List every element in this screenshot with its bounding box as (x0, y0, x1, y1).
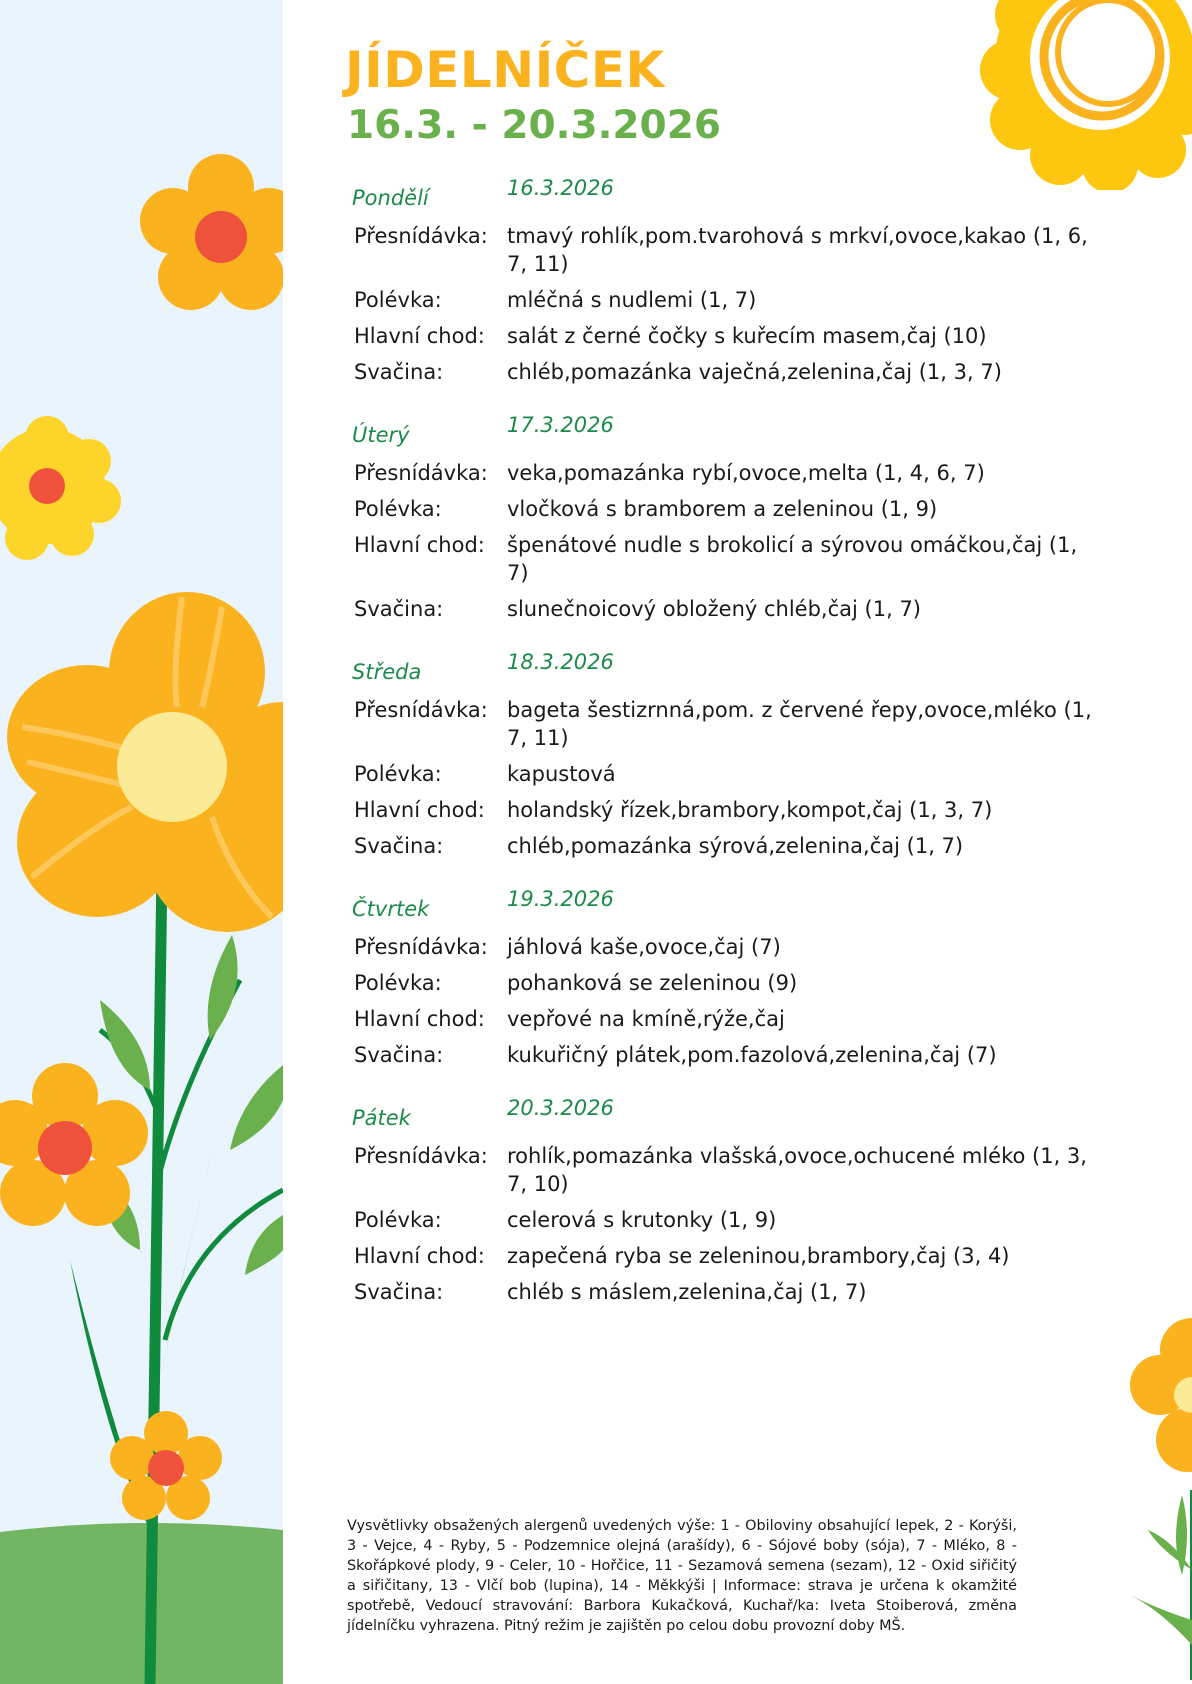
meal-value: slunečnoicový obložený chléb,čaj (1, 7) (507, 597, 921, 621)
meal-value: chléb,pomazánka sýrová,zelenina,čaj (1, 7) (507, 834, 964, 858)
day-name: Čtvrtek (352, 897, 430, 921)
day-name: Úterý (352, 423, 410, 447)
day-name: Pátek (352, 1106, 411, 1130)
meal-label: Přesnídávka: (354, 461, 488, 485)
meal-row-snack (352, 1041, 1112, 1077)
meal-value: kukuřičný plátek,pom.fazolová,zelenina,čaj (7) (507, 1043, 997, 1067)
leaf (245, 1215, 283, 1275)
meal-label: Svačina: (354, 1043, 444, 1067)
meal-row-main (352, 531, 1112, 595)
day-heading (352, 887, 1112, 933)
corner-flower-decoration (1120, 1310, 1192, 1684)
meal-row-soup (352, 495, 1112, 531)
day-date: 19.3.2026 (507, 887, 614, 911)
meal-value: špenátové nudle s brokolicí a sýrovou omáčkou,čaj (1, 7) (507, 533, 1078, 585)
meal-value: kapustová (507, 762, 616, 786)
day-heading (352, 176, 1112, 222)
day-section (352, 413, 1112, 631)
meal-label: Přesnídávka: (354, 935, 488, 959)
day-date: 16.3.2026 (507, 176, 614, 200)
meal-label: Polévka: (354, 971, 442, 995)
meal-row-breakfast (352, 933, 1112, 969)
meal-row-snack (352, 595, 1112, 631)
day-section (352, 1096, 1112, 1314)
day-date: 17.3.2026 (507, 413, 614, 437)
date-range: 16.3. - 20.3.2026 (347, 103, 721, 148)
day-section (352, 650, 1112, 868)
flower-small-orange (140, 154, 283, 310)
meal-row-soup (352, 969, 1112, 1005)
meal-row-snack (352, 358, 1112, 394)
meal-row-soup (352, 760, 1112, 796)
meal-value: chléb,pomazánka vaječná,zelenina,čaj (1, 3, 7) (507, 360, 1002, 384)
sun-icon (980, 0, 1192, 190)
day-name: Pondělí (352, 186, 429, 210)
meal-row-soup (352, 1206, 1112, 1242)
meal-value: bageta šestizrnná,pom. z červené řepy,ovoce,mléko (1, 7, 11) (507, 698, 1092, 750)
meal-value: mléčná s nudlemi (1, 7) (507, 288, 757, 312)
day-heading (352, 413, 1112, 459)
meal-value: pohanková se zeleninou (9) (507, 971, 798, 995)
meal-row-main (352, 796, 1112, 832)
meal-label: Polévka: (354, 1208, 442, 1232)
meal-label: Přesnídávka: (354, 698, 488, 722)
flower-stem-branch (165, 1190, 283, 1340)
page-title: JÍDELNÍČEK (345, 41, 665, 99)
meal-value: zapečená ryba se zeleninou,brambory,čaj (3, 4) (507, 1244, 1010, 1268)
leaf (230, 1065, 283, 1150)
meal-label: Hlavní chod: (354, 1007, 485, 1031)
meal-value: salát z černé čočky s kuřecím masem,čaj (10) (507, 324, 987, 348)
grass-hill (0, 1523, 283, 1684)
decorative-sidebar (0, 0, 283, 1684)
meal-row-breakfast (352, 1142, 1112, 1206)
meal-row-main (352, 322, 1112, 358)
meal-label: Svačina: (354, 834, 444, 858)
day-section (352, 176, 1112, 394)
allergen-footnote: Vysvětlivky obsažených alergenů uvedených výše: 1 - Obiloviny obsahující lepek, 2 - Korýši, 3 - Vejce, 4 - Ryby, 5 - Podzemnice olejná (arašídy), 6 - Sójové boby (sója), 7 - Mléko, 8 - Skořápkové plody, 9 - Celer, 10 - Hořčice, 11 - Sezamová semena (sezam), 12 - Oxid siřičitý a siřičitany, 13 - Vlčí bob (lupina), 14 - Měkkýši | Informace: strava je určena k okamžité spotřebě, Vedoucí stravování: Barbora Kukačková, Kuchař/ka: Iveta Stoiberová, změna jídelníčku vyhrazena. Pitný režim je zajištěn po celou dobu provozní doby MŠ. (347, 1518, 1017, 1634)
flower-bottom-orange (110, 1411, 222, 1520)
meal-row-main (352, 1005, 1112, 1041)
day-section (352, 887, 1112, 1077)
day-name: Středa (352, 660, 422, 684)
meal-label: Hlavní chod: (354, 1244, 485, 1268)
flower-yellow-daisy (0, 416, 121, 560)
meal-row-breakfast (352, 222, 1112, 286)
meal-label: Hlavní chod: (354, 324, 485, 348)
flower-icon (1120, 1310, 1192, 1684)
meal-value: veka,pomazánka rybí,ovoce,melta (1, 4, 6, 7) (507, 461, 985, 485)
meal-label: Polévka: (354, 762, 442, 786)
meal-label: Svačina: (354, 1280, 444, 1304)
meal-value: holandský řízek,brambory,kompot,čaj (1, 3, 7) (507, 798, 993, 822)
meal-value: vločková s bramborem a zeleninou (1, 9) (507, 497, 938, 521)
meal-label: Hlavní chod: (354, 533, 485, 557)
meal-label: Přesnídávka: (354, 224, 488, 248)
meal-value: chléb s máslem,zelenina,čaj (1, 7) (507, 1280, 867, 1304)
day-heading (352, 1096, 1112, 1142)
meal-label: Svačina: (354, 360, 444, 384)
meal-row-snack (352, 1278, 1112, 1314)
meal-value: jáhlová kaše,ovoce,čaj (7) (507, 935, 781, 959)
flower-illustration (0, 0, 283, 1684)
day-date: 20.3.2026 (507, 1096, 614, 1120)
meal-value: rohlík,pomazánka vlašská,ovoce,ochucené mléko (1, 3, 7, 10) (507, 1144, 1087, 1196)
weekly-menu (352, 176, 1112, 1333)
meal-label: Hlavní chod: (354, 798, 485, 822)
meal-value: tmavý rohlík,pom.tvarohová s mrkví,ovoce,kakao (1, 6, 7, 11) (507, 224, 1088, 276)
meal-label: Přesnídávka: (354, 1144, 488, 1168)
meal-value: vepřové na kmíně,rýže,čaj (507, 1007, 785, 1031)
meal-label: Polévka: (354, 288, 442, 312)
meal-label: Svačina: (354, 597, 444, 621)
meal-row-main (352, 1242, 1112, 1278)
sun-decoration (980, 0, 1192, 190)
day-date: 18.3.2026 (507, 650, 614, 674)
meal-row-snack (352, 832, 1112, 868)
meal-row-soup (352, 286, 1112, 322)
meal-row-breakfast (352, 459, 1112, 495)
day-heading (352, 650, 1112, 696)
meal-row-breakfast (352, 696, 1112, 760)
leaf (160, 1140, 215, 1380)
flower-medium-orange (0, 1063, 148, 1226)
leaf (100, 1000, 150, 1090)
meal-label: Polévka: (354, 497, 442, 521)
meal-value: celerová s krutonky (1, 9) (507, 1208, 777, 1232)
flower-large (7, 592, 283, 932)
leaf (208, 935, 238, 1040)
